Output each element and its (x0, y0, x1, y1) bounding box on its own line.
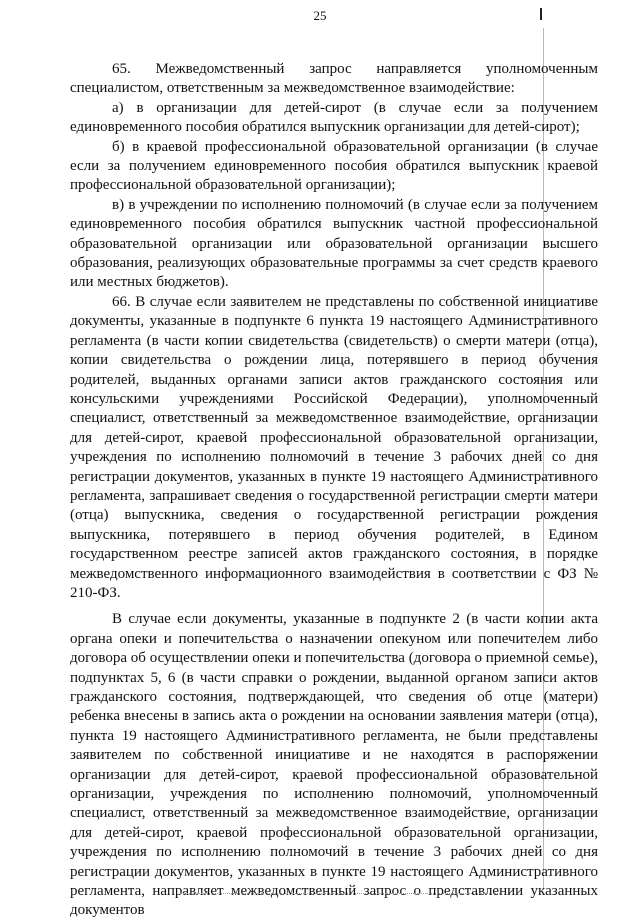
paragraph-65-item-c: в) в учреждении по исполнению полномочий (в случае если за получением единовременного пособия обратился выпускник частной профессиональной образовательной организации или образовательной организации высшего образования, реализующих образовательные программы за счет средств краевого или местных бюджетов). (70, 196, 598, 291)
paragraph-65-item-b: б) в краевой профессиональной образовательной организации (в случае если за получением единовременного пособия обратился выпускник краевой профессиональной образовательной организации); (70, 138, 598, 194)
page-number: 25 (313, 8, 327, 23)
scan-artifact-bottom (180, 893, 500, 895)
paragraph-66-continuation: В случае если документы, указанные в подпункте 2 (в части копии акта органа опеки и попечительства о назначении опекуном или попечителем либо договора об осуществлении опеки и попечительства (договора о приемной семье), подпунктах 5, 6 (в части справки о рождении, выданной органом записи актов гражданского состояния, подтверждающей, что сведения об отце (матери) ребенка внесены в запись акта о рождении на основании заявления матери (отца), пункта 19 настоящего Административного регламента, не были представлены заявителем по собственной инициативе и не находятся в распоряжении организации для детей-сирот, краевой профессиональной образовательной организации, учреждения по исполнению полномочий, уполномоченный специалист, ответственный за межведомственное взаимодействие, организации для детей-сирот, краевой профессиональной образовательной организации, учреждения по исполнению полномочий в течение 3 рабочих дней со дня регистрации документов, указанных в пункте 19 настоящего Административного регламента, направляет межведомственный запрос о представлении указанных документов (70, 611, 598, 919)
paragraph-65: 65. Межведомственный запрос направляется уполномоченным специалистом, ответственным за межведомственное взаимодействие: (70, 61, 598, 97)
paragraph-65-item-a: а) в организации для детей-сирот (в случае если за получением единовременного пособия обратился выпускник организации для детей-сирот); (70, 99, 598, 136)
paragraph-66: 66. В случае если заявителем не представлены по собственной инициативе документы, указанные в подпункте 6 пункта 19 настоящего Административного регламента (в части копии свидетельства (свидетельств) о смерти матери (отца), копии свидетельства о рождении лица, потерявшего в период обучения родителей, выданных органами записи актов гражданского состояния или консульскими учреждениями Российской Федерации), уполномоченный специалист, ответственный за межведомственное взаимодействие, организации для детей-сирот, краевой профессиональной образовательной организации, учреждения по исполнению полномочий в течение 3 рабочих дней со дня регистрации документов, указанных в пункте 19 настоящего Административного регламента, запрашивает сведения о государственной регистрации смерти матери (отца) выпускника, сведения о государственной регистрации рождения выпускника, потерявшего в период обучения родителей, в Едином государственном реестре записей актов гражданского состояния, в порядке межведомственного информационного взаимодействия в соответствии с ФЗ № 210-ФЗ. (70, 293, 598, 601)
document-body (70, 60, 598, 921)
scan-artifact-mark (540, 8, 542, 20)
paragraph-spacer (70, 603, 598, 610)
